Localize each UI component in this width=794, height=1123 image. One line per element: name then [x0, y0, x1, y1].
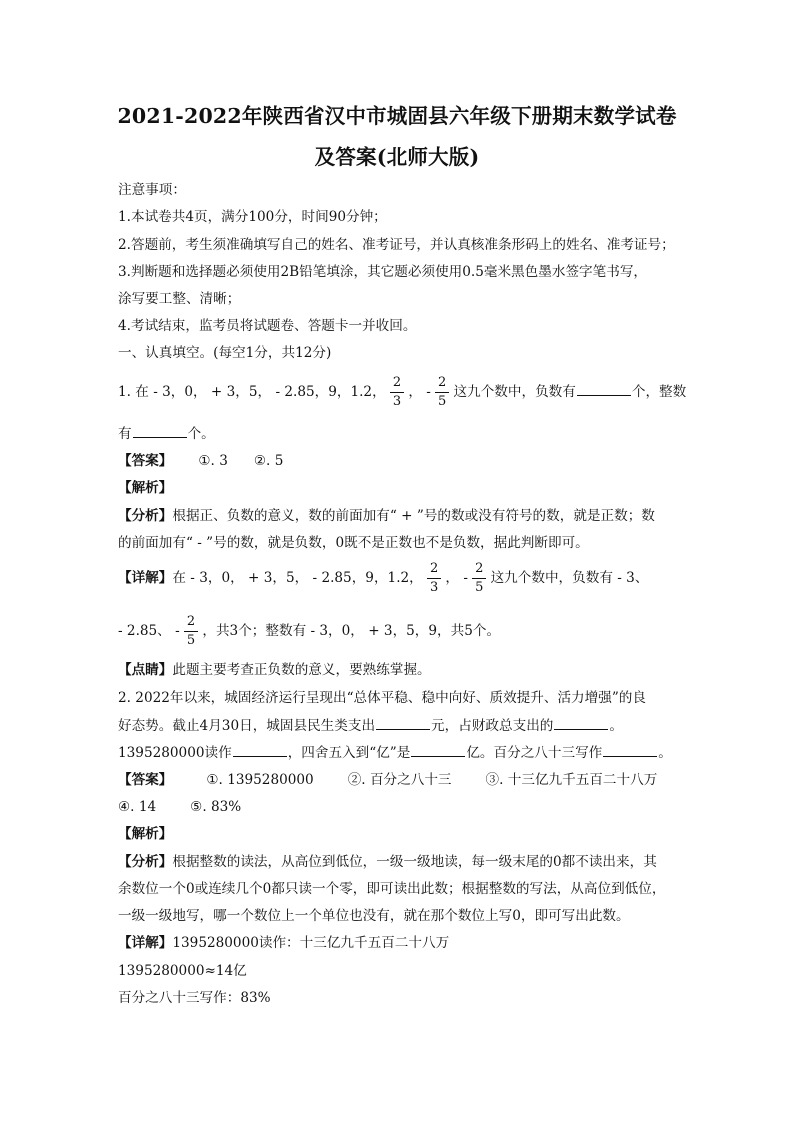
question-1-line-1 [118, 374, 686, 410]
question-1-line-2 [118, 423, 215, 444]
answer-item: ③. 十三亿九千五百二十八万 [485, 772, 658, 788]
question-2-answer [118, 770, 657, 790]
fraction-bar [435, 392, 449, 393]
notice-heading: 注意事项： [118, 182, 186, 198]
document-title-line1: 2021-2022年陕西省汉中市城固县六年级下册期末数学试卷 [117, 104, 677, 128]
fenxi-label: 【分析】 [118, 508, 173, 524]
answer-blank [577, 381, 631, 396]
document-title-line2: 及答案(北师大版) [314, 145, 480, 169]
question-2-text: 。 [658, 745, 672, 761]
detail-text: 这九个数中，负数有 - 3、 [490, 570, 649, 586]
question-1-text-b: ， - [408, 384, 431, 400]
question-2-detail-2: 1395280000≈14亿 [118, 963, 247, 979]
question-1-text-f: 个。 [187, 426, 215, 442]
question-2-line-2 [118, 715, 623, 736]
detail-text: 1395280000读作：十三亿九千五百二十八万 [172, 935, 450, 951]
detail-text: - 2.85、 - [118, 623, 180, 639]
fraction-denominator: 5 [475, 580, 484, 595]
answer-item: ①. 3 [198, 453, 228, 469]
notice-item-1: 1.本试卷共4页，满分100分，时间90分钟； [118, 209, 387, 225]
detail-text: ， - [445, 570, 468, 586]
question-2-fenxi-1 [118, 852, 657, 872]
notice-item-3b: 涂写要工整、清晰； [118, 291, 241, 307]
question-1-answer [118, 451, 283, 471]
question-1-text-c: 这九个数中，负数有 [453, 384, 576, 400]
dianjing-label: 【点睛】 [118, 662, 173, 678]
answer-blank [411, 742, 465, 757]
question-2-line-3 [118, 742, 672, 763]
question-2-detail-3: 百分之八十三写作：83% [118, 990, 271, 1006]
answer-blank [233, 742, 287, 757]
fraction-numerator: 2 [186, 614, 196, 629]
question-2-text: 亿。百分之八十三写作 [466, 745, 603, 761]
question-2-text: ，四舍五入到“亿”是 [287, 745, 411, 761]
detail-text: ，共3个；整数有 - 3，0， + 3，5，9，共5个。 [202, 623, 501, 639]
question-1-fenxi-2: 的前面加有“ - ”号的数，就是负数，0既不是正数也不是负数，据此判断即可。 [118, 535, 589, 551]
question-2-answer-cont [118, 797, 241, 817]
question-2-text: 。 [609, 718, 623, 734]
fraction-bar [184, 631, 198, 632]
fraction-two-thirds [427, 561, 441, 596]
notice-item-2: 2.答题前，考生须准确填写自己的姓名、准考证号，并认真核准条形码上的姓名、准考证号； [118, 237, 675, 253]
fenxi-text: 根据正、负数的意义，数的前面加有“ + ”号的数或没有符号的数，就是正数；数 [172, 508, 655, 524]
question-2-detail-1 [118, 933, 449, 953]
answer-label: 【答案】 [118, 453, 173, 469]
question-1-text-d: 个，整数 [631, 384, 687, 400]
answer-item: ④. 14 [118, 799, 157, 815]
detail-label: 【详解】 [118, 570, 173, 586]
fraction-numerator: 2 [429, 561, 439, 576]
answer-blank [133, 423, 187, 438]
fraction-two-fifths [435, 375, 449, 410]
answer-blank [603, 742, 657, 757]
fraction-numerator: 2 [392, 375, 402, 390]
question-2-fenxi-3: 一级一级地写，哪一个数位上一个单位也没有，就在那个数位上写0，即可写出此数。 [118, 908, 630, 924]
question-1-detail-1 [118, 560, 648, 596]
question-2-text: 1395280000读作 [118, 745, 232, 761]
fraction-bar [472, 578, 486, 579]
answer-blank [554, 715, 608, 730]
fraction-two-fifths [184, 614, 198, 649]
answer-item: ①. 1395280000 [206, 772, 314, 788]
analysis-label: 【解析】 [118, 826, 173, 842]
question-2-text: 元，占财政总支出的 [431, 718, 554, 734]
dianjing-text: 此题主要考查正负数的意义，要熟练掌握。 [172, 662, 431, 678]
question-1-fenxi-1 [118, 506, 655, 526]
notice-item-4: 4.考试结束，监考员将试题卷、答题卡一并收回。 [118, 318, 417, 334]
fraction-denominator: 5 [438, 394, 447, 409]
fraction-numerator: 2 [438, 375, 447, 390]
fraction-bar [390, 392, 404, 393]
question-2-text: 好态势。截止4月30日，城固县民生类支出 [118, 718, 376, 734]
answer-blank [376, 715, 430, 730]
analysis-label: 【解析】 [118, 480, 173, 496]
answer-item: ⑤. 83% [190, 799, 242, 815]
detail-text: 在 - 3，0， + 3，5， - 2.85，9，1.2， [172, 570, 423, 586]
question-1-dianjing [118, 660, 431, 680]
question-1-detail-2 [118, 613, 500, 649]
fraction-denominator: 5 [186, 633, 196, 648]
fenxi-label: 【分析】 [118, 854, 173, 870]
notice-item-3a: 3.判断题和选择题必须使用2B铅笔填涂，其它题必须使用0.5毫米黑色墨水签字笔书写， [118, 264, 648, 280]
question-2-fenxi-2: 余数位一个0或连续几个0都只读一个零，即可读出此数；根据整数的写法，从高位到低位， [118, 881, 666, 897]
question-1-text-a: 1. 在 - 3，0， + 3，5， - 2.85，9，1.2， [118, 384, 386, 400]
answer-item: ②. 百分之八十三 [347, 772, 452, 788]
fraction-denominator: 3 [429, 580, 439, 595]
fraction-numerator: 2 [475, 561, 484, 576]
question-1-text-e: 有 [118, 426, 132, 442]
question-2-line-1: 2. 2022年以来，城固经济运行呈现出“总体平稳、稳中向好、质效提升、活力增强”的良 [118, 690, 646, 706]
fraction-two-fifths [472, 561, 486, 596]
fraction-bar [427, 578, 441, 579]
detail-label: 【详解】 [118, 935, 173, 951]
fraction-two-thirds [390, 375, 404, 410]
fraction-denominator: 3 [392, 394, 402, 409]
answer-label: 【答案】 [118, 772, 173, 788]
section-heading-1: 一、认真填空。(每空1分，共12分) [118, 345, 332, 361]
fenxi-text: 根据整数的读法，从高位到低位，一级一级地读，每一级末尾的0都不读出来，其 [172, 854, 657, 870]
answer-item: ②. 5 [253, 453, 284, 469]
